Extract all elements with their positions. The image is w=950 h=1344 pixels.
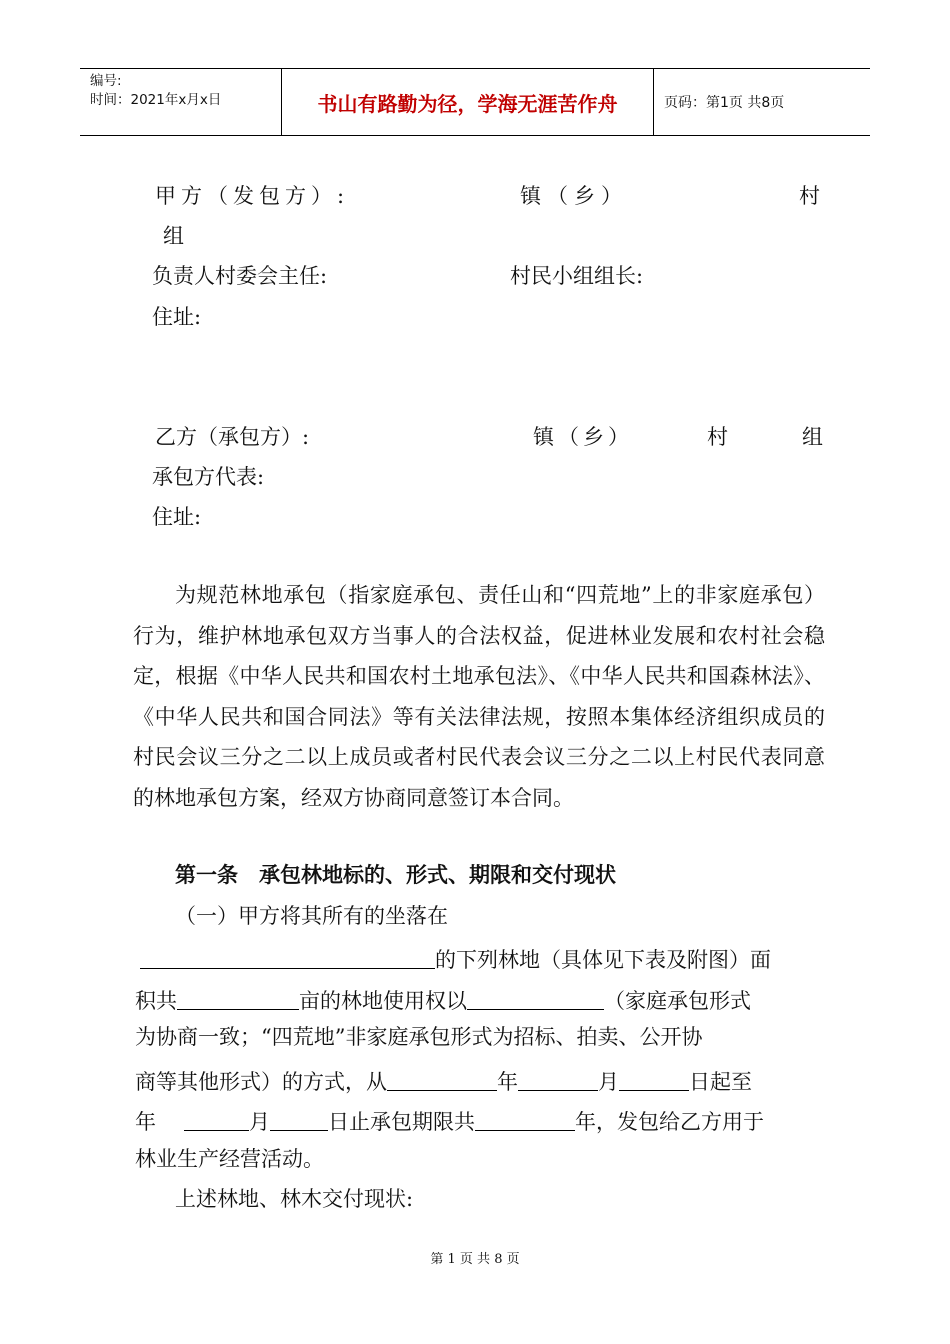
- article1-handover: 上述林地、林木交付现状:: [175, 1187, 414, 1211]
- article1-line6: 林业生产经营活动。: [135, 1147, 324, 1171]
- party-b-label: 乙方（承包方）:: [155, 425, 310, 449]
- article1-title: 第一条 承包林地标的、形式、期限和交付现状: [175, 863, 616, 887]
- article1-line1: 的下列林地（具体见下表及附图）面: [140, 942, 771, 974]
- party-b-rep: 承包方代表:: [152, 465, 265, 489]
- article1-line5: 年 月 日止承包期限共 年，发包给乙方用于: [135, 1104, 764, 1136]
- contract-form-blank[interactable]: [467, 983, 604, 1010]
- article1-clause1-intro: （一）甲方将其所有的坐落在: [175, 904, 448, 928]
- article1-line4: 商等其他形式）的方式，从 年 月 日起至: [135, 1064, 752, 1096]
- party-a-address: 住址:: [152, 305, 202, 329]
- header-motto: 书山有路勤为径，学海无涯苦作舟: [282, 69, 654, 135]
- party-a-town: 镇（乡）: [520, 184, 629, 208]
- header-meta: [80, 69, 282, 135]
- start-month-blank[interactable]: [518, 1064, 598, 1091]
- article1-line2: 积共 亩的林地使用权以 （家庭承包形式: [135, 983, 751, 1015]
- start-year-blank[interactable]: [387, 1064, 497, 1091]
- party-a-leader: 负责人村委会主任:: [152, 264, 328, 288]
- party-b-town: 镇（乡）: [533, 425, 634, 449]
- end-month-blank[interactable]: [184, 1104, 249, 1131]
- party-b-address: 住址:: [152, 505, 202, 529]
- party-a-label: 甲方（发包方）:: [155, 184, 350, 208]
- date-label: 时间：2021年x月x日: [90, 92, 222, 108]
- end-day-blank[interactable]: [270, 1104, 328, 1131]
- header-page-label: 页码：第1页 共8页: [664, 95, 785, 111]
- party-a-group: 组: [163, 224, 184, 248]
- area-blank[interactable]: [177, 983, 299, 1010]
- article1-line3: 为协商一致；“四荒地”非家庭承包形式为招标、拍卖、公开协: [135, 1025, 703, 1049]
- party-b-group: 组: [801, 425, 823, 449]
- number-label: 编号:: [90, 73, 122, 89]
- preamble-text: 为规范林地承包（指家庭承包、责任山和“四荒地”上的非家庭承包）行为，维护林地承包双方当事人的合法权益，促进林业发展和农村社会稳定，根据《中华人民共和国农村土地承包法》、《中华人民共和国森林法》、《中华人民共和国合同法》等有关法律法规，按照本集体经济组织成员的村民会议三分之二以上成员或者村民代表会议三分之二以上村民代表同意的林地承包方案，经双方协商同意签订本合同。: [133, 583, 825, 810]
- party-a-village: 村: [798, 184, 820, 208]
- party-b-row: [155, 423, 823, 451]
- location-blank[interactable]: [140, 942, 435, 969]
- party-a-row: [155, 182, 820, 210]
- party-b-village: 村: [707, 425, 729, 449]
- page-footer: 第 1 页 共 8 页: [430, 1252, 520, 1267]
- document-header: [80, 68, 870, 136]
- term-years-blank[interactable]: [475, 1104, 575, 1131]
- party-a-group-leader: 村民小组组长:: [510, 264, 644, 288]
- preamble: [133, 575, 825, 818]
- start-day-blank[interactable]: [619, 1064, 689, 1091]
